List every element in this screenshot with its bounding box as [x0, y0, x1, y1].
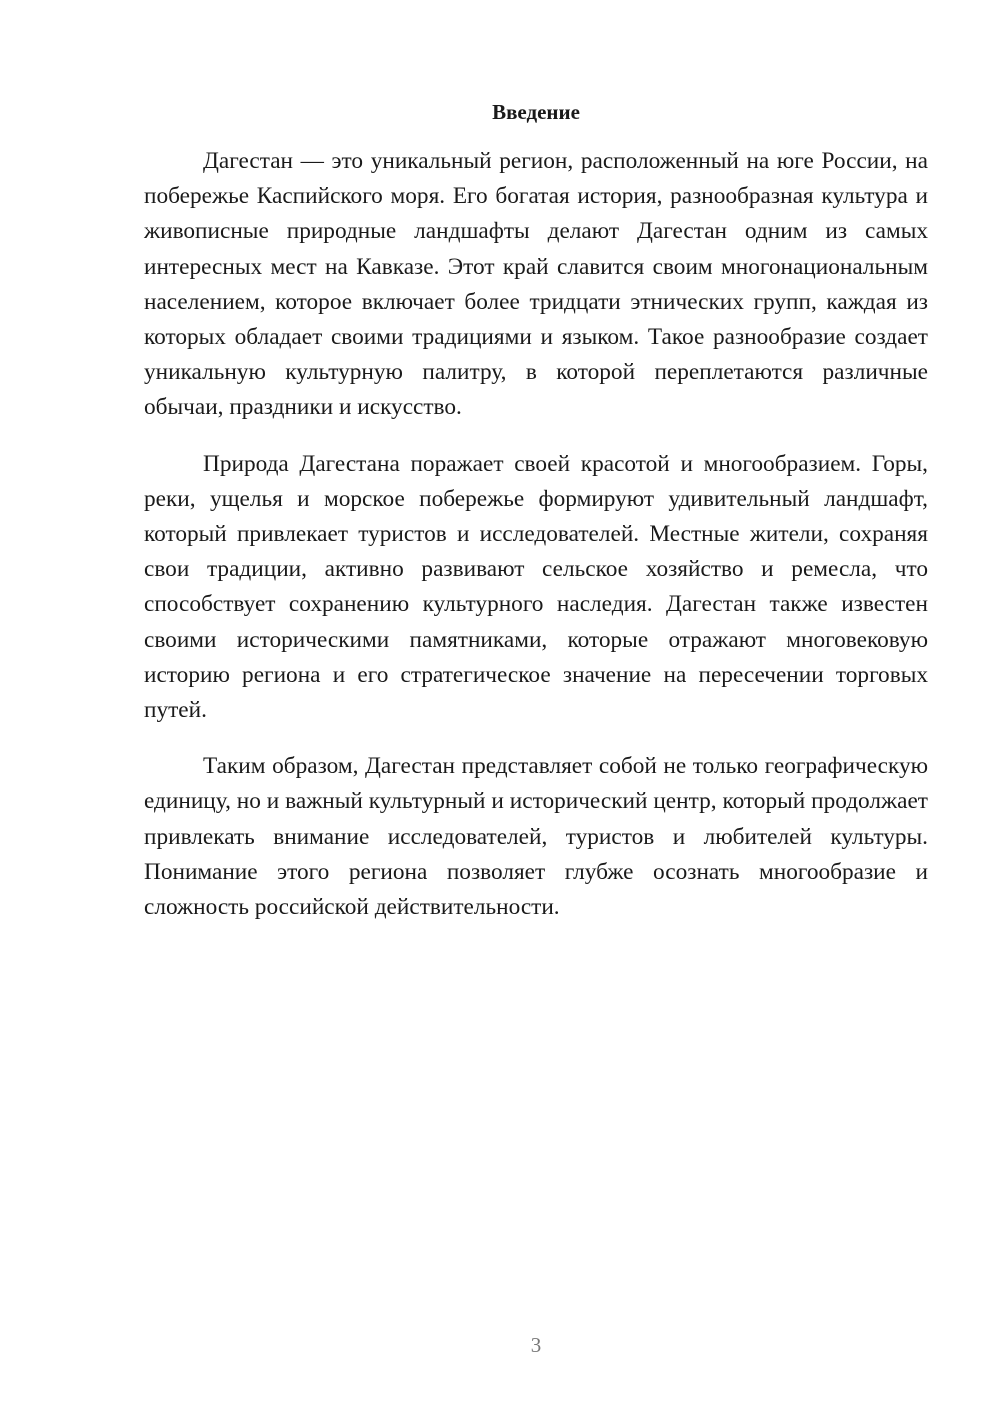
paragraph-1: Дагестан — это уникальный регион, расположенный на юге России, на побережье Каспийского моря. Его богатая история, разнообразная культура и живописные природные ландшафты делают Дагестан одним из самых интересных мест на Кавказе. Этот край славится своим многонациональным населением, которое включает более тридцати этнических групп, каждая из которых обладает своими традициями и языком. Такое разнообразие создает уникальную культурную палитру, в которой переплетаются различные обычаи, праздники и искусство. — [144, 148, 928, 421]
paragraph-2: Природа Дагестана поражает своей красотой и многообразием. Горы, реки, ущелья и морское побережье формируют удивительный ландшафт, который привлекает туристов и исследователей. Местные жители, сохраняя свои традиции, активно развивают сельское хозяйство и ремесла, что способствует сохранению культурного наследия. Дагестан также известен своими историческими памятниками, которые отражают многовековую историю региона и его стратегическое значение на пересечении торговых путей. — [144, 450, 928, 724]
body-text — [144, 144, 928, 925]
page-number: 3 — [530, 1333, 542, 1357]
section-heading: Введение — [492, 100, 580, 124]
paragraph-3: Таким образом, Дагестан представляет собой не только географическую единицу, но и важный культурный и исторический центр, который продолжает привлекать внимание исследователей, туристов и любителей культуры. Понимание этого региона позволяет глубже осознать многообразие и сложность российской действительности. — [144, 753, 928, 921]
